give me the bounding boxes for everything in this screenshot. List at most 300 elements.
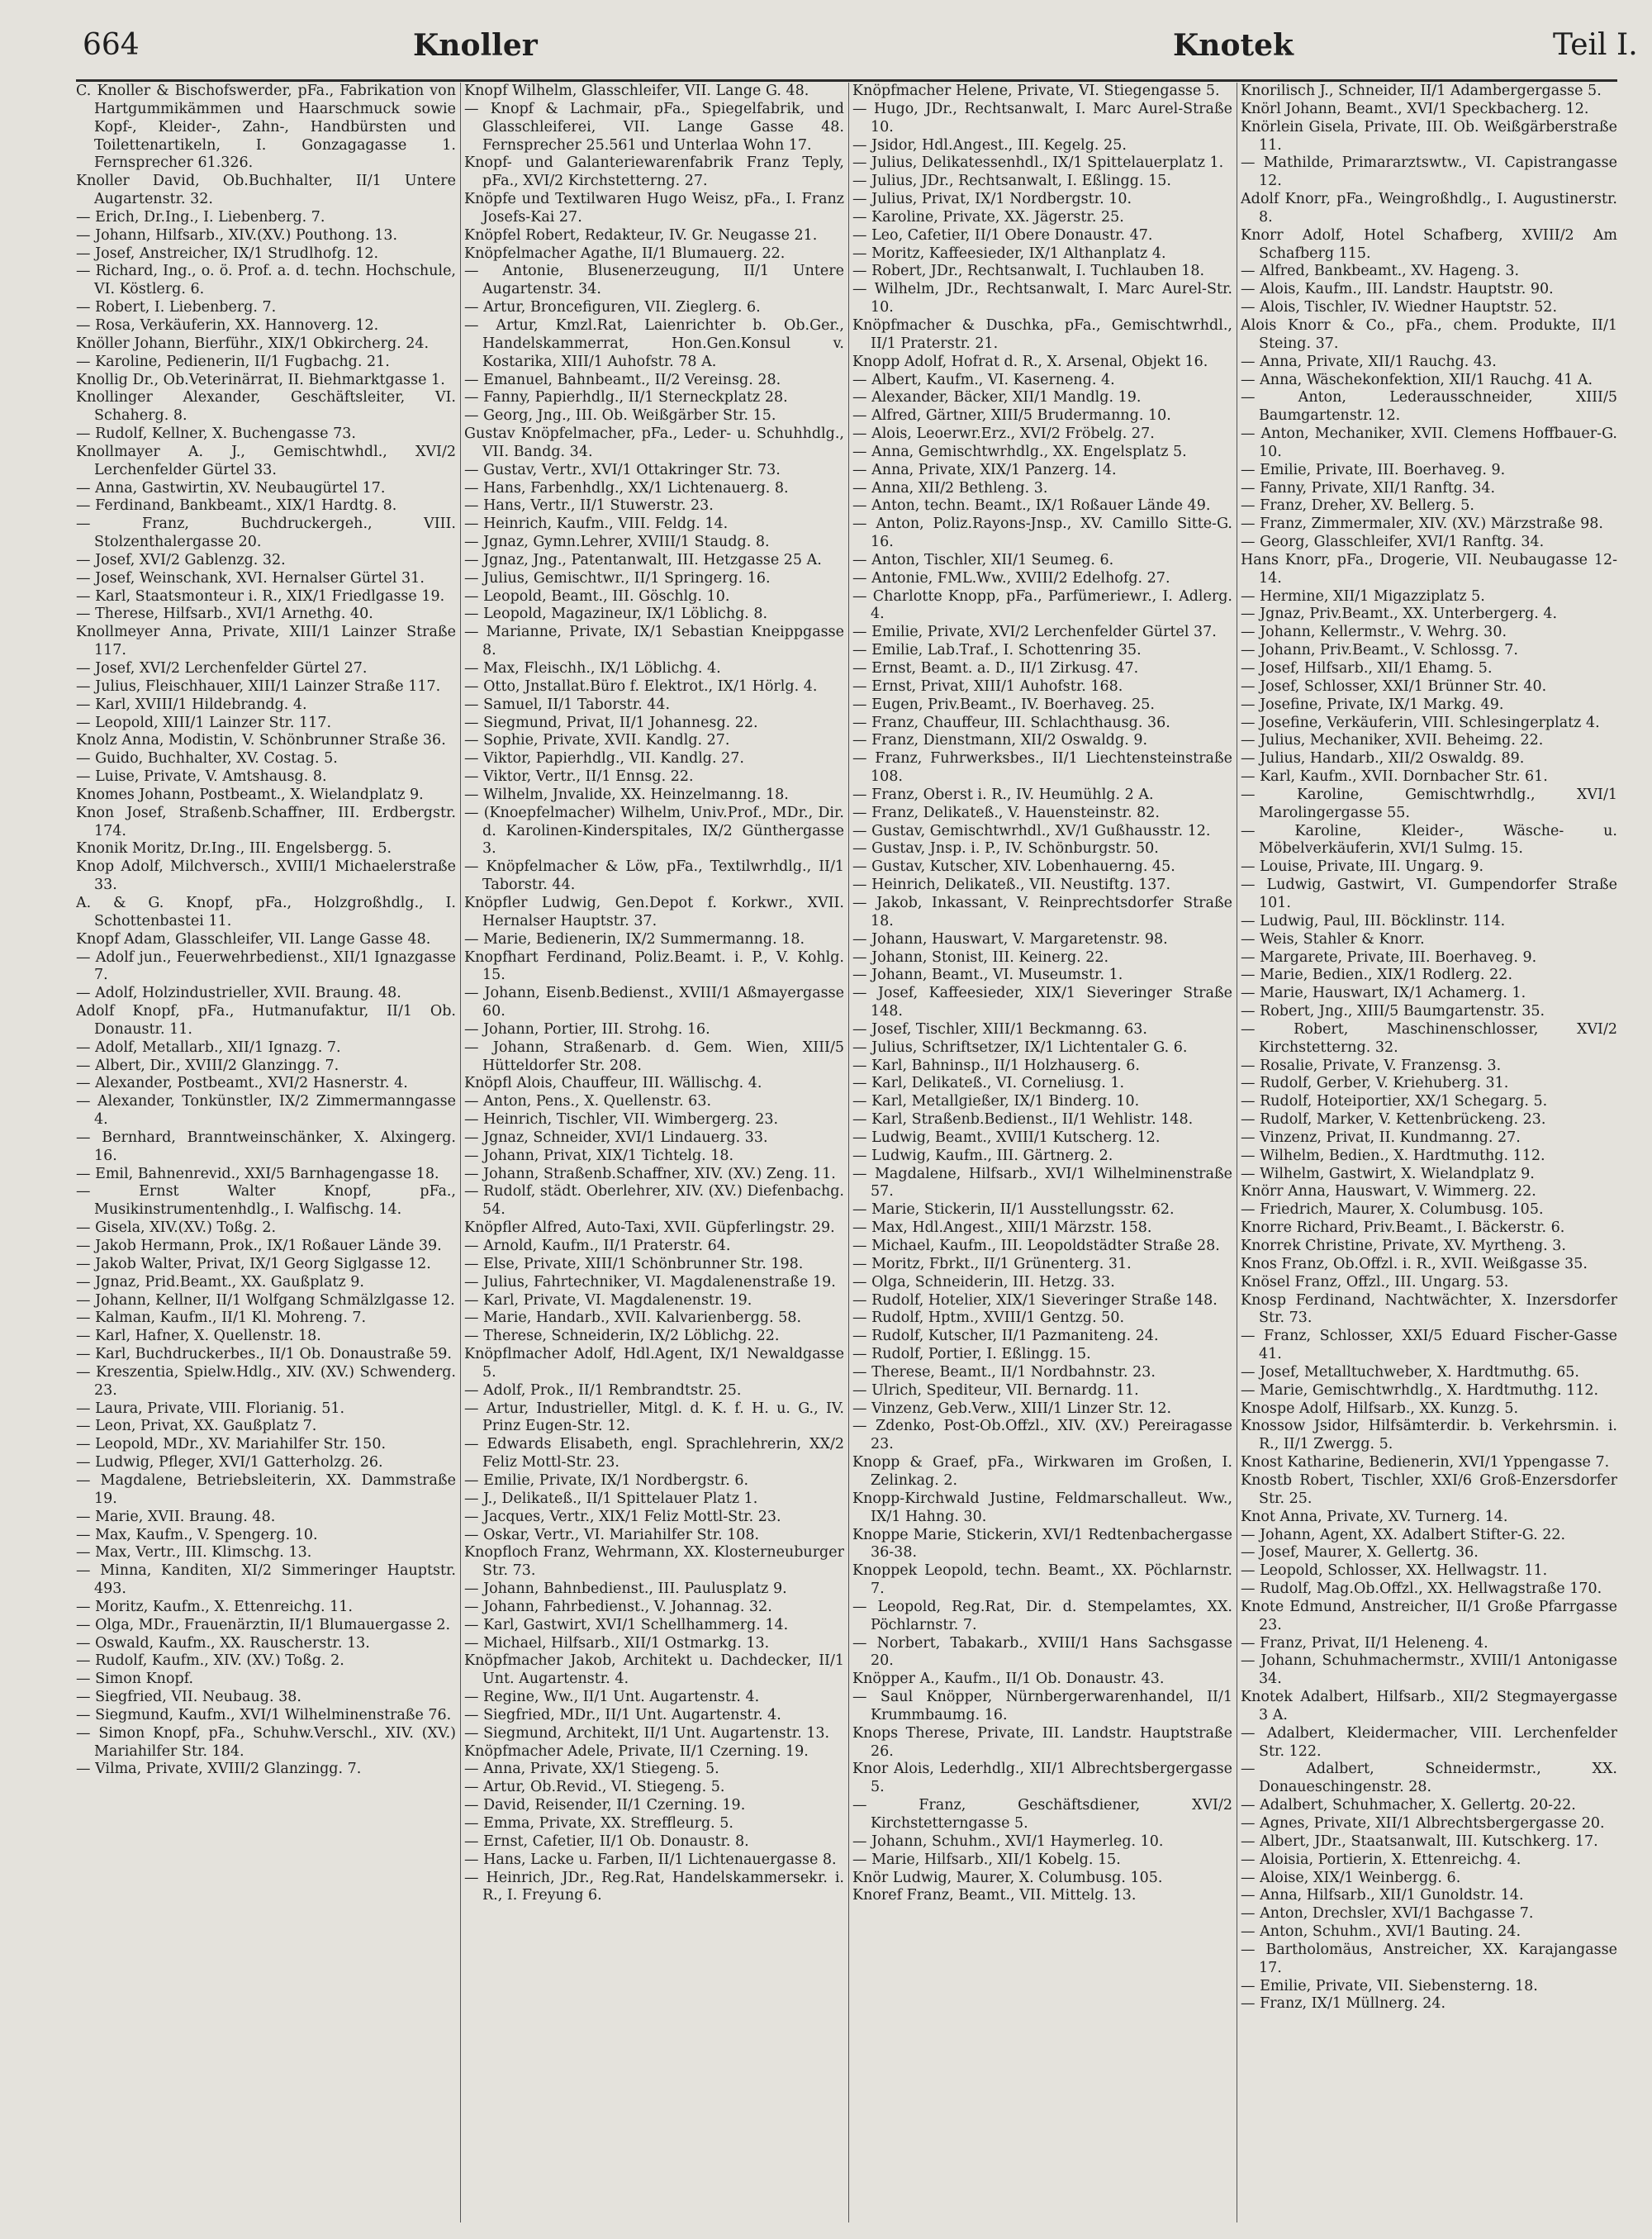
directory-entry: Adolf Knopf, pFa., Hutmanufaktur, II/1 Ob. Donaustr. 11. [76, 1003, 456, 1038]
directory-entry: — Erich, Dr.Ing., I. Liebenberg. 7. [76, 208, 325, 226]
directory-entry: — Marie, Stickerin, II/1 Ausstellungsstr. 62. [852, 1201, 1175, 1219]
directory-entry: — Artur, Industrieller, Mitgl. d. K. f. H. u. G., IV. Prinz Eugen-Str. 12. [464, 1400, 844, 1435]
page-number: 664 [83, 28, 140, 62]
directory-entry: — Robert, I. Liebenberg. 7. [76, 299, 277, 316]
directory-entry: — Karl, Kaufm., XVII. Dornbacher Str. 61. [1241, 768, 1548, 786]
directory-entry: — Franz, IX/1 Müllnerg. 24. [1241, 1995, 1446, 2013]
directory-entry: — Leopold, XIII/1 Lainzer Str. 117. [76, 714, 332, 731]
directory-entry: — Antonie, FML.Ww., XVIII/2 Edelhofg. 27. [852, 569, 1170, 587]
directory-entry: — Anton, Lederausschneider, XIII/5 Baumgartenstr. 12. [1241, 389, 1617, 425]
directory-entry: — Karl, Private, VI. Magdalenenstr. 19. [464, 1291, 752, 1309]
directory-entry: — David, Reisender, II/1 Czerning. 19. [464, 1797, 746, 1814]
directory-entry: — Julius, JDr., Rechtsanwalt, I. Eßlingg. 15. [852, 173, 1171, 190]
directory-entry: Knöpfler Ludwig, Gen.Depot f. Korkwr., XVII. Hernalser Hauptstr. 37. [464, 894, 844, 929]
directory-entry: Knospe Adolf, Hilfsarb., XX. Kunzg. 5. [1241, 1400, 1519, 1417]
directory-entry: Knöpfler Alfred, Auto-Taxi, XVII. Güpferlingstr. 29. [464, 1219, 835, 1237]
directory-entry: — Gustav, Vertr., XVI/1 Ottakringer Str. 73. [464, 461, 781, 478]
directory-entry: — Jgnaz, Prid.Beamt., XX. Gaußplatz 9. [76, 1273, 364, 1291]
directory-entry: Knopp-Kirchwald Justine, Feldmarschalleut. Ww., IX/1 Hahng. 30. [852, 1490, 1232, 1525]
directory-entry: Knor Alois, Lederhdlg., XII/1 Albrechtsbergergasse 5. [852, 1761, 1232, 1796]
directory-entry: — Ludwig, Kaufm., III. Gärtnerg. 2. [852, 1147, 1113, 1164]
directory-entry: — Simon Knopf. [76, 1671, 194, 1688]
directory-entry: — Saul Knöpper, Nürnbergerwarenhandel, II/1 Krummbaumg. 16. [852, 1689, 1232, 1723]
directory-entry: — Leopold, Schlosser, XX. Hellwagstr. 11. [1241, 1562, 1548, 1580]
directory-entry: — Josef, Anstreicher, IX/1 Strudlhofg. 12. [76, 245, 379, 262]
directory-entry: — Else, Private, XIII/1 Schönbrunner Str. 198. [464, 1255, 804, 1272]
directory-entry: — Bartholomäus, Anstreicher, XX. Karajangasse 17. [1241, 1941, 1617, 1976]
directory-entry: — Heinrich, JDr., Reg.Rat, Handelskammersekr. i. R., I. Freyung 6. [464, 1869, 844, 1904]
directory-entry: — Karoline, Private, XX. Jägerstr. 25. [852, 208, 1124, 226]
directory-entry: — Josef, Maurer, X. Gellertg. 36. [1241, 1544, 1479, 1562]
directory-entry: — Knopf & Lachmair, pFa., Spiegelfabrik, und Glasschleiferei, VII. Lange Gasse 48. Fernsprecher 25.561 und Unterlaa Wohn 17. [464, 100, 844, 154]
directory-entry: — Emilie, Private, IX/1 Nordbergstr. 6. [464, 1471, 749, 1489]
directory-entry: — Siegmund, Kaufm., XVI/1 Wilhelminenstraße 76. [76, 1706, 452, 1723]
directory-entry: Knöpfelmacher Agathe, II/1 Blumauerg. 22. [464, 245, 786, 262]
directory-entry: — Julius, Schriftsetzer, IX/1 Lichtentaler G. 6. [852, 1039, 1188, 1056]
directory-entry: — Jgnaz, Schneider, XVI/1 Lindauerg. 33. [464, 1129, 768, 1146]
directory-entry: — Anton, techn. Beamt., IX/1 Roßauer Lände 49. [852, 497, 1211, 515]
directory-entry: Hans Knorr, pFa., Drogerie, VII. Neubaugasse 12-14. [1241, 551, 1617, 587]
directory-entry: — Karl, Delikateß., VI. Corneliusg. 1. [852, 1075, 1125, 1092]
directory-entry: — Arnold, Kaufm., II/1 Praterstr. 64. [464, 1238, 731, 1254]
directory-entry: — Rudolf, Mag.Ob.Offzl., XX. Hellwagstraße 170. [1241, 1581, 1602, 1598]
page-header [0, 25, 1652, 74]
directory-entry: — Karl, Bahninsp., II/1 Holzhauserg. 6. [852, 1057, 1140, 1074]
directory-entry: — Aloise, XIX/1 Weinbergg. 6. [1241, 1869, 1461, 1886]
directory-entry: Knop Adolf, Milchversch., XVIII/1 Michaelerstraße 33. [76, 858, 456, 894]
directory-entry: — Jgnaz, Priv.Beamt., XX. Unterbergerg. 4. [1241, 606, 1558, 623]
directory-entry: — Julius, Gemischtwr., II/1 Springerg. 16. [464, 569, 771, 587]
directory-entry: — Karl, Staatsmonteur i. R., XIX/1 Friedlgasse 19. [76, 587, 445, 605]
directory-entry: — Adolf, Metallarb., XII/1 Ignazg. 7. [76, 1039, 341, 1056]
directory-entry: — Johann, Bahnbedienst., III. Paulusplatz 9. [464, 1581, 787, 1598]
column-3 [852, 83, 1232, 2222]
directory-entry: — Adolf, Holzindustrieller, XVII. Braung. 48. [76, 985, 401, 1002]
directory-entry: Knöpfl Alois, Chauffeur, III. Wällischg. 4. [464, 1075, 762, 1092]
directory-entry: — Siegfried, VII. Neubaug. 38. [76, 1689, 301, 1706]
directory-entry: — Anna, Private, XII/1 Rauchg. 43. [1241, 353, 1497, 370]
directory-entry: — Otto, Jnstallat.Büro f. Elektrot., IX/1 Hörlg. 4. [464, 677, 818, 695]
directory-entry: — Emma, Private, XX. Streffleurg. 5. [464, 1815, 733, 1832]
directory-entry: — Max, Hdl.Angest., XIII/1 Märzstr. 158. [852, 1219, 1152, 1237]
directory-entry: — Rudolf, Kellner, X. Buchengasse 73. [76, 425, 356, 443]
directory-entry: — Johann, Schuhmachermstr., XVIII/1 Antonigasse 34. [1241, 1652, 1617, 1688]
directory-entry: — Max, Fleischh., IX/1 Löblichg. 4. [464, 660, 721, 677]
directory-entry: Knollig Dr., Ob.Veterinärrat, II. Biehmarktgasse 1. [76, 371, 445, 388]
directory-entry: — Ernst, Privat, XIII/1 Auhofstr. 168. [852, 677, 1123, 695]
directory-entry: Knöpfel Robert, Redakteur, IV. Gr. Neugasse 21. [464, 226, 818, 244]
directory-entry: — Anna, Wäschekonfektion, XII/1 Rauchg. 41 A. [1241, 371, 1593, 388]
directory-entry: — Johann, Priv.Beamt., V. Schlossg. 7. [1241, 642, 1518, 659]
directory-entry: — Max, Vertr., III. Klimschg. 13. [76, 1544, 312, 1562]
directory-entry: Knoref Franz, Beamt., VII. Mittelg. 13. [852, 1887, 1137, 1904]
directory-entry: — Hugo, JDr., Rechtsanwalt, I. Marc Aurel-Straße 10. [852, 100, 1232, 135]
directory-entry: — Leon, Privat, XX. Gaußplatz 7. [76, 1418, 317, 1435]
directory-entry: Knopf Adam, Glasschleifer, VII. Lange Gasse 48. [76, 930, 431, 948]
directory-entry: — Josefine, Verkäuferin, VIII. Schlesingerplatz 4. [1241, 714, 1600, 731]
directory-entry: — Johann, Kellermstr., V. Wehrg. 30. [1241, 624, 1507, 641]
directory-entry: — Karl, Buchdruckerbes., II/1 Ob. Donaustraße 59. [76, 1346, 452, 1363]
directory-entry: — Alfred, Gärtner, XIII/5 Brudermanng. 10. [852, 407, 1171, 425]
directory-entry: — Rudolf, Kutscher, II/1 Pazmaniteng. 24. [852, 1328, 1159, 1345]
directory-entry: — J., Delikateß., II/1 Spittelauer Platz 1. [464, 1490, 758, 1507]
directory-entry: — Anton, Schuhm., XVI/1 Bauting. 24. [1241, 1923, 1521, 1941]
directory-entry: — Ludwig, Pfleger, XVI/1 Gatterholzg. 26. [76, 1454, 383, 1471]
directory-entry: Knöpper A., Kaufm., II/1 Ob. Donaustr. 43. [852, 1671, 1165, 1688]
directory-entry: — Johann, Schuhm., XVI/1 Haymerleg. 10. [852, 1833, 1164, 1850]
directory-entry: Knossow Jsidor, Hilfsämterdir. b. Verkehrsmin. i. R., II/1 Zwergg. 5. [1241, 1418, 1617, 1453]
directory-entry: — Gustav, Jnsp. i. P., IV. Schönburgstr. 50. [852, 840, 1159, 858]
directory-entry: — Ferdinand, Bankbeamt., XIX/1 Hardtg. 8. [76, 497, 397, 515]
directory-entry: — Gisela, XIV.(XV.) Toßg. 2. [76, 1219, 277, 1237]
directory-entry: — Johann, Privat, XIX/1 Tichtelg. 18. [464, 1147, 734, 1164]
directory-entry: — Ludwig, Paul, III. Böcklinstr. 114. [1241, 912, 1506, 929]
directory-entry: — Michael, Kaufm., III. Leopoldstädter Straße 28. [852, 1238, 1220, 1254]
directory-entry: — Franz, Schlosser, XXI/5 Eduard Fischer-Gasse 41. [1241, 1328, 1617, 1363]
directory-entry: — Franz, Fuhrwerksbes., II/1 Liechtensteinstraße 108. [852, 750, 1232, 786]
directory-entry: — Anton, Mechaniker, XVII. Clemens Hoffbauer-G. 10. [1241, 425, 1617, 460]
directory-entry: — Zdenko, Post-Ob.Offzl., XIV. (XV.) Pereiragasse 23. [852, 1418, 1232, 1453]
directory-entry: Knopfloch Franz, Wehrmann, XX. Klosterneuburger Str. 73. [464, 1544, 844, 1580]
directory-entry: — Michael, Hilfsarb., XII/1 Ostmarkg. 13. [464, 1634, 770, 1652]
directory-entry: Knörr Anna, Hauswart, V. Wimmerg. 22. [1241, 1183, 1536, 1200]
directory-entry: — Eugen, Priv.Beamt., IV. Boerhaveg. 25. [852, 696, 1155, 713]
directory-entry: Knolz Anna, Modistin, V. Schönbrunner Straße 36. [76, 732, 446, 749]
directory-entry: — Hermine, XII/1 Migazziplatz 5. [1241, 587, 1485, 605]
directory-entry: — Jgnaz, Jng., Patentanwalt, III. Hetzgasse 25 A. [464, 551, 822, 568]
directory-entry: — Heinrich, Kaufm., VIII. Feldg. 14. [464, 516, 729, 533]
directory-entry: — Oswald, Kaufm., XX. Rauscherstr. 13. [76, 1634, 370, 1652]
directory-entry: — Marie, Gemischtwrhdlg., X. Hardtmuthg. 112. [1241, 1381, 1599, 1399]
directory-entry: — Karoline, Pedienerin, II/1 Fugbachg. 21. [76, 353, 390, 370]
directory-entry: — Heinrich, Delikateß., VII. Neustiftg. 137. [852, 877, 1171, 894]
directory-entry: — Magdalene, Betriebsleiterin, XX. Dammstraße 19. [76, 1471, 456, 1507]
directory-entry: — Josef, Kaffeesieder, XIX/1 Sieveringer Straße 148. [852, 985, 1232, 1020]
directory-entry: — Emilie, Private, III. Boerhaveg. 9. [1241, 461, 1506, 478]
directory-entry: Knörl Johann, Beamt., XVI/1 Speckbacherg. 12. [1241, 100, 1589, 117]
directory-entry: — Alexander, Postbeamt., XVI/2 Hasnerstr. 4. [76, 1075, 408, 1092]
directory-entry: — Artur, Ob.Revid., VI. Stiegeng. 5. [464, 1779, 725, 1796]
directory-entry: — Rudolf, Marker, V. Kettenbrückeng. 23. [1241, 1111, 1546, 1129]
directory-entry: — Franz, Dienstmann, XII/2 Oswaldg. 9. [852, 732, 1148, 749]
column-divider [460, 83, 461, 2222]
directory-entry: — Ernst Walter Knopf, pFa., Musikinstrumentenhdlg., I. Walfischg. 14. [76, 1183, 456, 1219]
directory-entry: Knorilisch J., Schneider, II/1 Adambergergasse 5. [1241, 83, 1602, 99]
directory-entry: — Robert, JDr., Rechtsanwalt, I. Tuchlauben 18. [852, 263, 1205, 280]
directory-entry: — Jacques, Vertr., XIX/1 Feliz Mottl-Str. 23. [464, 1508, 781, 1525]
directory-entry: — Kalman, Kaufm., II/1 Kl. Mohreng. 7. [76, 1310, 367, 1327]
directory-entry: — Therese, Beamt., II/1 Nordbahnstr. 23. [852, 1363, 1156, 1381]
directory-entry: — Alfred, Bankbeamt., XV. Hageng. 3. [1241, 263, 1520, 280]
directory-entry: — Wilhelm, Gastwirt, X. Wielandplatz 9. [1241, 1165, 1535, 1182]
directory-entry: — Georg, Glasschleifer, XVI/1 Ranftg. 34. [1241, 534, 1545, 551]
directory-entry: Knorrek Christine, Private, XV. Myrtheng. 3. [1241, 1238, 1566, 1254]
directory-entry: — Siegfried, MDr., II/1 Unt. Augartenstr. 4. [464, 1706, 781, 1723]
directory-entry: — Olga, MDr., Frauenärztin, II/1 Blumauergasse 2. [76, 1616, 451, 1633]
directory-entry: Knollmayer A. J., Gemischtwhdl., XVI/2 Lerchenfelder Gürtel 33. [76, 443, 456, 478]
directory-entry: — Anton, Drechsler, XVI/1 Bachgasse 7. [1241, 1905, 1534, 1923]
directory-entry: — Alois, Leoerwr.Erz., XVI/2 Fröbelg. 27. [852, 425, 1155, 443]
directory-entry: — Moritz, Kaufm., X. Ettenreichg. 11. [76, 1598, 353, 1615]
directory-entry: — Franz, Buchdruckergeh., VIII. Stolzenthalergasse 20. [76, 516, 456, 551]
directory-entry: — Gustav, Gemischtwrhdl., XV/1 Gußhausstr. 12. [852, 822, 1211, 839]
directory-entry: Knops Therese, Private, III. Landstr. Hauptstraße 26. [852, 1724, 1232, 1760]
directory-entry: — Therese, Hilfsarb., XVI/1 Arnethg. 40. [76, 606, 373, 623]
directory-entry: — Ludwig, Gastwirt, VI. Gumpendorfer Straße 101. [1241, 877, 1617, 911]
directory-entry: — Margarete, Private, III. Boerhaveg. 9. [1241, 948, 1537, 966]
directory-entry: — Marie, Hilfsarb., XII/1 Kobelg. 15. [852, 1851, 1121, 1868]
directory-entry: — Norbert, Tabakarb., XVIII/1 Hans Sachsgasse 20. [852, 1634, 1232, 1670]
directory-entry: — Mathilde, Primararztswtw., VI. Capistrangasse 12. [1241, 154, 1617, 190]
directory-entry: — Jakob, Inkassant, V. Reinprechtsdorfer Straße 18. [852, 894, 1232, 929]
directory-entry: — Leo, Cafetier, II/1 Obere Donaustr. 47. [852, 226, 1153, 244]
directory-entry: — Alois, Tischler, IV. Wiedner Hauptstr. 52. [1241, 299, 1558, 316]
directory-entry: Knollinger Alexander, Geschäftsleiter, VI. Schaherg. 8. [76, 389, 456, 425]
directory-entry: — Johann, Straßenb.Schaffner, XIV. (XV.) Zeng. 11. [464, 1165, 836, 1182]
directory-entry: — Olga, Schneiderin, III. Hetzg. 33. [852, 1273, 1115, 1291]
directory-entry: — Karl, Hafner, X. Quellenstr. 18. [76, 1328, 321, 1345]
column-divider [848, 83, 849, 2222]
column-2 [464, 83, 844, 2222]
directory-entry: Knöpfmacher Adele, Private, II/1 Czerning. 19. [464, 1742, 809, 1760]
column-4 [1241, 83, 1617, 2222]
directory-entry: — Julius, Fleischhauer, XIII/1 Lainzer Straße 117. [76, 677, 441, 695]
directory-entry: — Johann, Portier, III. Strohg. 16. [464, 1020, 710, 1038]
directory-entry: — Rudolf, Hptm., XVIII/1 Gentzg. 50. [852, 1310, 1125, 1327]
directory-entry: — Alois, Kaufm., III. Landstr. Hauptstr. 90. [1241, 281, 1554, 298]
directory-entry: Knosp Ferdinand, Nachtwächter, X. Inzersdorfer Str. 73. [1241, 1291, 1617, 1327]
directory-entry: — Robert, Jng., XIII/5 Baumgartenstr. 35. [1241, 1003, 1545, 1020]
directory-entry: — Alexander, Tonkünstler, IX/2 Zimmermanngasse 4. [76, 1093, 456, 1129]
directory-entry: — Johann, Hilfsarb., XIV.(XV.) Pouthong. 13. [76, 226, 398, 244]
directory-entry: — Richard, Ing., o. ö. Prof. a. d. techn. Hochschule, VI. Köstlerg. 6. [76, 263, 456, 298]
directory-entry: — Gustav, Kutscher, XIV. Lobenhauerng. 45. [852, 858, 1175, 876]
directory-entry: — Anna, Gastwirtin, XV. Neubaugürtel 17. [76, 479, 386, 497]
directory-entry: — Emilie, Private, XVI/2 Lerchenfelder Gürtel 37. [852, 624, 1217, 641]
directory-entry: — Rudolf, Portier, I. Eßlingg. 15. [852, 1346, 1091, 1363]
directory-entry: — Josef, XVI/2 Lerchenfelder Gürtel 27. [76, 660, 368, 677]
directory-entry: — Rudolf, Kaufm., XIV. (XV.) Toßg. 2. [76, 1652, 344, 1670]
directory-entry: — Julius, Handarb., XII/2 Oswaldg. 89. [1241, 750, 1525, 768]
directory-entry: — Rudolf, Hotelier, XIX/1 Sieveringer Straße 148. [852, 1291, 1218, 1309]
directory-entry: — Vilma, Private, XVIII/2 Glanzingg. 7. [76, 1761, 362, 1778]
directory-entry: — Johann, Fahrbedienst., V. Johannag. 32. [464, 1598, 772, 1615]
directory-entry: — Julius, Fahrtechniker, VI. Magdalenenstraße 19. [464, 1273, 836, 1291]
directory-entry: — Johann, Stonist, III. Keinerg. 22. [852, 948, 1109, 966]
directory-entry: Knonik Moritz, Dr.Ing., III. Engelsbergg. 5. [76, 840, 392, 858]
directory-entry: — Johann, Straßenarb. d. Gem. Wien, XIII/5 Hütteldorfer Str. 208. [464, 1039, 844, 1074]
directory-entry: Knot Anna, Private, XV. Turnerg. 14. [1241, 1508, 1508, 1525]
directory-entry: — Adalbert, Kleidermacher, VIII. Lerchenfelder Str. 122. [1241, 1724, 1617, 1760]
directory-entry: Knöpfmacher Jakob, Architekt u. Dachdecker, II/1 Unt. Augartenstr. 4. [464, 1652, 844, 1688]
directory-entry: — Julius, Delikatessenhdl., IX/1 Spittelauerplatz 1. [852, 154, 1224, 172]
directory-entry: — Franz, Dreher, XV. Bellerg. 5. [1241, 497, 1474, 515]
directory-entry: — Marie, Handarb., XVII. Kalvarienbergg. 58. [464, 1310, 802, 1327]
directory-entry: — Anton, Tischler, XII/1 Seumeg. 6. [852, 551, 1114, 568]
directory-entry: — Franz, Chauffeur, III. Schlachthausg. 36. [852, 714, 1170, 731]
directory-entry: — Alexander, Bäcker, XII/1 Mandlg. 19. [852, 389, 1142, 406]
directory-entry: — Heinrich, Tischler, VII. Wimbergerg. 23. [464, 1111, 779, 1129]
directory-entry: Knöpflmacher Adolf, Hdl.Agent, IX/1 Newaldgasse 5. [464, 1346, 844, 1381]
directory-entry: — Viktor, Vertr., II/1 Ennsg. 22. [464, 768, 694, 786]
directory-entry: — Therese, Schneiderin, IX/2 Löblichg. 22. [464, 1328, 780, 1345]
directory-entry: — Albert, Kaufm., VI. Kaserneng. 4. [852, 371, 1115, 388]
directory-entry: — Luise, Private, V. Amtshausg. 8. [76, 768, 327, 786]
directory-entry: — Anna, Hilfsarb., XII/1 Gunoldstr. 14. [1241, 1887, 1524, 1904]
directory-entry: — (Knoepfelmacher) Wilhelm, Univ.Prof., MDr., Dir. d. Karolinen-Kinderspitales, IX/2 Günthergasse 3. [464, 804, 844, 858]
directory-entry: — Marie, Bedienerin, IX/2 Summermanng. 18. [464, 930, 805, 948]
directory-entry: — Aloisia, Portierin, X. Ettenreichg. 4. [1241, 1851, 1521, 1868]
directory-entry: — Franz, Privat, II/1 Heleneng. 4. [1241, 1634, 1488, 1652]
directory-entry: — Adolf jun., Feuerwehrbedienst., XII/1 Ignazgasse 7. [76, 948, 456, 984]
directory-entry: — Johann, Hauswart, V. Margaretenstr. 98. [852, 930, 1168, 948]
directory-entry: Knopp & Graef, pFa., Wirkwaren im Großen, I. Zelinkag. 2. [852, 1454, 1232, 1489]
directory-entry: — Albert, JDr., Staatsanwalt, III. Kutschkerg. 17. [1241, 1833, 1598, 1850]
directory-entry: — Jakob Hermann, Prok., IX/1 Roßauer Lände 39. [76, 1238, 442, 1254]
directory-entry: — Leopold, Reg.Rat, Dir. d. Stempelamtes, XX. Pöchlarnstr. 7. [852, 1598, 1232, 1633]
directory-entry: — Artur, Kmzl.Rat, Laienrichter b. Ob.Ger., Handelskammerrat, Hon.Gen.Konsul v. Kostarika, XIII/1 Auhofstr. 78 A. [464, 316, 844, 370]
directory-entry: — Moritz, Kaffeesieder, IX/1 Althanplatz 4. [852, 245, 1166, 262]
directory-entry: — Wilhelm, JDr., Rechtsanwalt, I. Marc Aurel-Str. 10. [852, 281, 1232, 316]
directory-entry: — Marie, XVII. Braung. 48. [76, 1508, 276, 1525]
directory-entry: Knoppek Leopold, techn. Beamt., XX. Pöchlarnstr. 7. [852, 1562, 1232, 1598]
directory-entry: — Leopold, Magazineur, IX/1 Löblichg. 8. [464, 606, 768, 623]
directory-entry: — Adalbert, Schneidermstr., XX. Donaueschingenstr. 28. [1241, 1761, 1617, 1796]
directory-entry: — Jsidor, Hdl.Angest., III. Kegelg. 25. [852, 136, 1127, 154]
directory-entry: — Josefine, Private, IX/1 Markg. 49. [1241, 696, 1504, 713]
directory-entry: — Leopold, Beamt., III. Göschlg. 10. [464, 587, 730, 605]
directory-entry: — Oskar, Vertr., VI. Mariahilfer Str. 108. [464, 1526, 760, 1543]
directory-entry: A. & G. Knopf, pFa., Holzgroßhdlg., I. Schottenbastei 11. [76, 894, 456, 929]
directory-entry: — Charlotte Knopp, pFa., Parfümeriewr., I. Adlerg. 4. [852, 587, 1232, 623]
directory-entry: — Knöpfelmacher & Löw, pFa., Textilwrhdlg., II/1 Taborstr. 44. [464, 858, 844, 894]
directory-entry: — Wilhelm, Bedien., X. Hardtmuthg. 112. [1241, 1147, 1545, 1164]
directory-entry: — Adolf, Prok., II/1 Rembrandtstr. 25. [464, 1381, 742, 1399]
directory-entry: — Max, Kaufm., V. Spengerg. 10. [76, 1526, 318, 1543]
directory-entry: Knör Ludwig, Maurer, X. Columbusg. 105. [852, 1869, 1163, 1886]
directory-entry: Knöpfe und Textilwaren Hugo Weisz, pFa., I. Franz Josefs-Kai 27. [464, 191, 844, 226]
directory-entry: — Louise, Private, III. Ungarg. 9. [1241, 858, 1484, 876]
directory-entry: — Magdalene, Hilfsarb., XVI/1 Wilhelminenstraße 57. [852, 1165, 1232, 1200]
directory-entry: Knos Franz, Ob.Offzl. i. R., XVII. Weißgasse 35. [1241, 1255, 1588, 1272]
directory-entry: Alois Knorr & Co., pFa., chem. Produkte, II/1 Steing. 37. [1241, 316, 1617, 352]
directory-entry: — Kreszentia, Spielw.Hdlg., XIV. (XV.) Schwenderg. 23. [76, 1363, 456, 1399]
directory-entry: — Emilie, Private, VII. Siebensterng. 18. [1241, 1977, 1538, 1994]
directory-entry: — Josef, Tischler, XIII/1 Beckmanng. 63. [852, 1020, 1147, 1038]
directory-entry: — Ernst, Beamt. a. D., II/1 Zirkusg. 47. [852, 660, 1139, 677]
directory-entry: — Karl, XVIII/1 Hildebrandg. 4. [76, 696, 307, 713]
directory-entry: Knomes Johann, Postbeamt., X. Wielandplatz 9. [76, 786, 424, 803]
directory-entry: — Weis, Stahler & Knorr. [1241, 930, 1425, 948]
directory-entry: Knöpfmacher & Duschka, pFa., Gemischtwrhdl., II/1 Praterstr. 21. [852, 316, 1232, 352]
column-1 [76, 83, 456, 2222]
directory-entry: — Adalbert, Schuhmacher, X. Gellertg. 20-22. [1241, 1797, 1576, 1814]
directory-entry: — Fanny, Papierhdlg., II/1 Sterneckplatz 28. [464, 389, 788, 406]
header-part: Teil I. [1553, 28, 1638, 62]
directory-entry: — Leopold, MDr., XV. Mariahilfer Str. 150. [76, 1436, 387, 1453]
directory-entry: — Emil, Bahnenrevid., XXI/5 Barnhagengasse 18. [76, 1165, 439, 1182]
directory-entry: — Laura, Private, VIII. Florianig. 51. [76, 1400, 345, 1417]
directory-entry: Knopf- und Galanteriewarenfabrik Franz Teply, pFa., XVI/2 Kirchstetterng. 27. [464, 154, 844, 190]
directory-entry: — Regine, Ww., II/1 Unt. Augartenstr. 4. [464, 1689, 760, 1706]
directory-entry: Knopfhart Ferdinand, Poliz.Beamt. i. P., V. Kohlg. 15. [464, 948, 844, 984]
directory-entry: Knöpfmacher Helene, Private, VI. Stiegengasse 5. [852, 83, 1220, 99]
directory-entry: — Franz, Zimmermaler, XIV. (XV.) Märzstraße 98. [1241, 516, 1603, 533]
directory-entry: C. Knoller & Bischofswerder, pFa., Fabrikation von Hartgummikämmen und Haarschmuck sowie Kopf-, Kleider-, Zahn-, Handbürsten und Toilettenartikeln, I. Gonzagagasse 1. Fernsprecher 61.326. [76, 83, 456, 172]
directory-entry: Knösel Franz, Offzl., III. Ungarg. 53. [1241, 1273, 1509, 1291]
directory-entry: Gustav Knöpfelmacher, pFa., Leder- u. Schuhhdlg., VII. Bandg. 34. [464, 425, 844, 460]
directory-entry: Knollmeyer Anna, Private, XIII/1 Lainzer Straße 117. [76, 624, 456, 659]
directory-entry: — Marianne, Private, IX/1 Sebastian Kneippgasse 8. [464, 624, 844, 659]
directory-entry: — Franz, Geschäftsdiener, XVI/2 Kirchstetterngasse 5. [852, 1797, 1232, 1832]
directory-entry: — Ulrich, Spediteur, VII. Bernardg. 11. [852, 1381, 1139, 1399]
directory-entry: — Hans, Farbenhdlg., XX/1 Lichtenauerg. 8. [464, 479, 789, 497]
directory-entry: — Ludwig, Beamt., XVIII/1 Kutscherg. 12. [852, 1129, 1161, 1146]
directory-entry: Knorre Richard, Priv.Beamt., I. Bäckerstr. 6. [1241, 1219, 1565, 1237]
directory-entry: — Minna, Kanditen, XI/2 Simmeringer Hauptstr. 493. [76, 1562, 456, 1598]
directory-entry: — Anton, Poliz.Rayons-Jnsp., XV. Camillo Sitte-G. 16. [852, 516, 1232, 551]
directory-entry: — Julius, Mechaniker, XVII. Beheimg. 22. [1241, 732, 1544, 749]
directory-entry: — Samuel, II/1 Taborstr. 44. [464, 696, 671, 713]
directory-entry: — Emilie, Lab.Traf., I. Schottenring 35. [852, 642, 1142, 659]
directory-entry: — Sophie, Private, XVII. Kandlg. 27. [464, 732, 730, 749]
directory-entry: — Robert, Maschinenschlosser, XVI/2 Kirchstetterng. 32. [1241, 1020, 1617, 1056]
directory-entry: Knörlein Gisela, Private, III. Ob. Weißgärberstraße 11. [1241, 118, 1617, 154]
directory-entry: — Karoline, Kleider-, Wäsche- u. Möbelverkäuferin, XVI/1 Sulmg. 15. [1241, 822, 1617, 858]
directory-entry: — Rudolf, städt. Oberlehrer, XIV. (XV.) Diefenbachg. 54. [464, 1183, 844, 1219]
directory-entry: Knote Edmund, Anstreicher, II/1 Große Pfarrgasse 23. [1241, 1598, 1617, 1633]
directory-entry: Knopp Adolf, Hofrat d. R., X. Arsenal, Objekt 16. [852, 353, 1208, 370]
directory-entry: — Karl, Metallgießer, IX/1 Binderg. 10. [852, 1093, 1140, 1110]
directory-entry: — Simon Knopf, pFa., Schuhw.Verschl., XIV. (XV.) Mariahilfer Str. 184. [76, 1724, 456, 1760]
directory-entry: — Albert, Dir., XVIII/2 Glanzingg. 7. [76, 1057, 339, 1074]
directory-entry: Knost Katharine, Bedienerin, XVI/1 Yppengasse 7. [1241, 1454, 1610, 1471]
directory-entry: — Josef, Weinschank, XVI. Hernalser Gürtel 31. [76, 569, 425, 587]
directory-entry: — Moritz, Fbrkt., II/1 Grünenterg. 31. [852, 1255, 1132, 1272]
directory-entry: — Jakob Walter, Privat, IX/1 Georg Siglgasse 12. [76, 1255, 431, 1272]
directory-entry: — Hans, Vertr., II/1 Stuwerstr. 23. [464, 497, 714, 515]
directory-entry: — Emanuel, Bahnbeamt., II/2 Vereinsg. 28. [464, 371, 781, 388]
directory-entry: — Vinzenz, Geb.Verw., XIII/1 Linzer Str. 12. [852, 1400, 1172, 1417]
directory-entry: Knöller Johann, Bierführ., XIX/1 Obkircherg. 24. [76, 335, 430, 352]
directory-entry: — Karl, Straßenb.Bedienst., II/1 Wehlistr. 148. [852, 1111, 1194, 1129]
directory-entry: — Hans, Lacke u. Farben, II/1 Lichtenauergasse 8. [464, 1851, 837, 1868]
directory-entry: — Karoline, Gemischtwrhdlg., XVI/1 Marolingergasse 55. [1241, 786, 1617, 821]
directory-entry: — Rosa, Verkäuferin, XX. Hannoverg. 12. [76, 316, 379, 334]
directory-entry: — Franz, Oberst i. R., IV. Heumühlg. 2 A. [852, 786, 1154, 803]
directory-entry: — Anna, Private, XIX/1 Panzerg. 14. [852, 461, 1117, 478]
directory-entry: — Bernhard, Branntweinschänker, X. Alxingerg. 16. [76, 1129, 456, 1164]
directory-entry: — Marie, Hauswart, IX/1 Achamerg. 1. [1241, 985, 1526, 1002]
directory-entry: — Johann, Kellner, II/1 Wolfgang Schmälzlgasse 12. [76, 1291, 455, 1309]
directory-entry: — Rudolf, Gerber, V. Kriehuberg. 31. [1241, 1075, 1509, 1092]
directory-entry: — Viktor, Papierhdlg., VII. Kandlg. 27. [464, 750, 744, 768]
directory-entry: — Josef, Hilfsarb., XII/1 Ehamg. 5. [1241, 660, 1493, 677]
directory-entry: — Josef, XVI/2 Gablenzg. 32. [76, 551, 286, 568]
directory-entry: — Siegmund, Privat, II/1 Johannesg. 22. [464, 714, 758, 731]
header-rule [76, 79, 1617, 82]
directory-entry: — Artur, Broncefiguren, VII. Zieglerg. 6. [464, 299, 761, 316]
header-last-entry: Knotek [1173, 28, 1294, 63]
directory-entry: — Agnes, Private, XII/1 Albrechtsbergergasse 20. [1241, 1815, 1605, 1832]
directory-entry: — Karl, Gastwirt, XVI/1 Schellhammerg. 14. [464, 1616, 789, 1633]
directory-entry: Knorr Adolf, Hotel Schafberg, XVIII/2 Am Schafberg 115. [1241, 226, 1617, 262]
directory-entry: — Friedrich, Maurer, X. Columbusg. 105. [1241, 1201, 1544, 1219]
directory-entry: — Anna, XII/2 Bethleng. 3. [852, 479, 1048, 497]
directory-entry: Knopf Wilhelm, Glasschleifer, VII. Lange G. 48. [464, 83, 809, 99]
directory-entry: — Julius, Privat, IX/1 Nordbergstr. 10. [852, 191, 1132, 208]
directory-entry: — Siegmund, Architekt, II/1 Unt. Augartenstr. 13. [464, 1724, 830, 1742]
